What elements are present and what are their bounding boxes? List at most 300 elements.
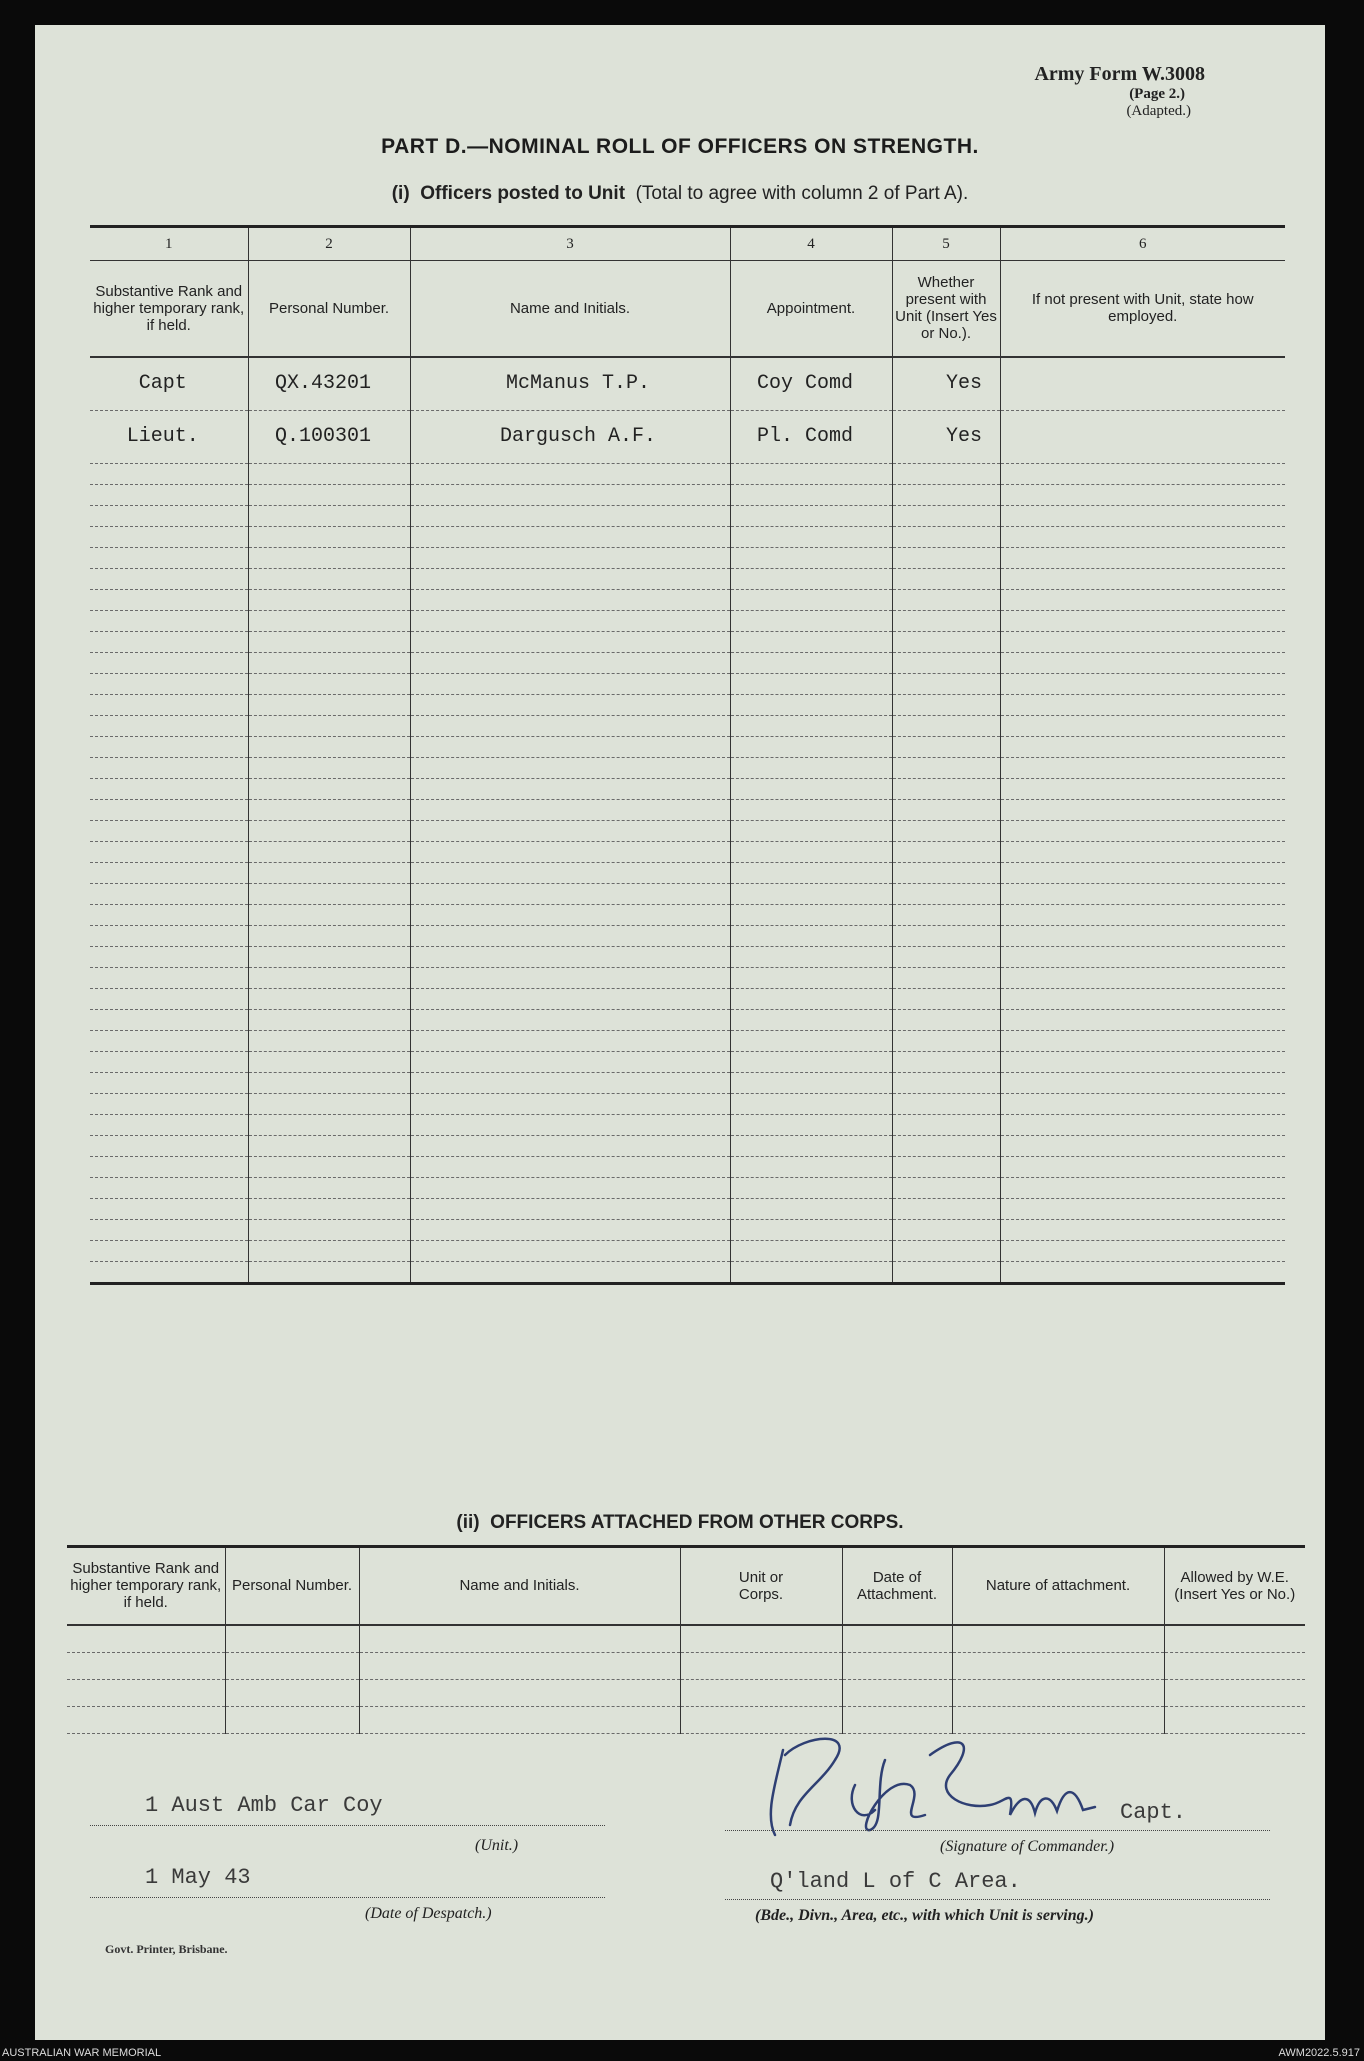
blank-cell (248, 1156, 410, 1177)
blank-cell (892, 799, 1000, 820)
blank-cell (952, 1625, 1164, 1653)
blank-cell (359, 1625, 680, 1653)
blank-row (90, 463, 1285, 484)
blank-cell (892, 841, 1000, 862)
section2-title: OFFICERS ATTACHED FROM OTHER CORPS. (490, 1512, 904, 1533)
rank-cell: Capt (90, 357, 248, 411)
blank-cell (248, 1030, 410, 1051)
blank-cell (248, 484, 410, 505)
blank-row (90, 925, 1285, 946)
form-adapted-note: (Adapted.) (1126, 103, 1191, 119)
blank-row (90, 1198, 1285, 1219)
blank-cell (67, 1652, 225, 1679)
section1-prefix: (i) (391, 183, 410, 204)
blank-cell (892, 1219, 1000, 1240)
blank-cell (248, 1219, 410, 1240)
blank-cell (248, 883, 410, 904)
blank-cell (410, 589, 730, 610)
blank-cell (410, 736, 730, 757)
blank-cell (90, 988, 248, 1009)
blank-cell (892, 610, 1000, 631)
blank-cell (730, 694, 892, 715)
column-number: 3 (410, 227, 730, 261)
blank-row (67, 1652, 1305, 1679)
blank-cell (892, 505, 1000, 526)
blank-cell (410, 631, 730, 652)
blank-cell (1000, 694, 1285, 715)
blank-cell (359, 1679, 680, 1706)
blank-cell (952, 1652, 1164, 1679)
blank-cell (892, 988, 1000, 1009)
personal-number-cell: QX.43201 (248, 357, 410, 411)
blank-cell (730, 757, 892, 778)
blank-cell (730, 988, 892, 1009)
appointment-cell: Pl. Comd (730, 410, 892, 463)
blank-row (90, 505, 1285, 526)
form-page-number: (Page 2.) (1129, 86, 1185, 102)
personal-number-cell: Q.100301 (248, 410, 410, 463)
blank-cell (730, 862, 892, 883)
blank-cell (90, 1156, 248, 1177)
column-header: Nature of attachment. (952, 1547, 1164, 1625)
blank-cell (1000, 988, 1285, 1009)
blank-cell (1000, 610, 1285, 631)
blank-cell (730, 841, 892, 862)
blank-cell (730, 736, 892, 757)
officers-posted-table (90, 225, 1285, 1285)
blank-cell (248, 1114, 410, 1135)
blank-cell (1000, 1051, 1285, 1072)
blank-cell (67, 1625, 225, 1653)
blank-cell (410, 694, 730, 715)
blank-row (90, 568, 1285, 589)
blank-cell (730, 820, 892, 841)
blank-row (90, 589, 1285, 610)
blank-cell (90, 715, 248, 736)
blank-cell (730, 1219, 892, 1240)
blank-cell (410, 799, 730, 820)
blank-cell (90, 967, 248, 988)
blank-cell (892, 1114, 1000, 1135)
blank-cell (410, 757, 730, 778)
blank-cell (730, 1261, 892, 1283)
blank-cell (90, 1051, 248, 1072)
blank-cell (90, 1009, 248, 1030)
blank-cell (90, 841, 248, 862)
column-header: Allowed by W.E. (Insert Yes or No.) (1164, 1547, 1305, 1625)
blank-cell (1000, 841, 1285, 862)
form-number: Army Form W.3008 (1034, 63, 1205, 85)
blank-cell (248, 1177, 410, 1198)
name-cell: Dargusch A.F. (410, 410, 730, 463)
blank-cell (90, 862, 248, 883)
despatch-date-value: 1 May 43 (145, 1865, 251, 1890)
blank-cell (1000, 1135, 1285, 1156)
form-identifier (1034, 63, 1205, 120)
officers-attached-table (67, 1545, 1305, 1734)
blank-cell (1164, 1679, 1305, 1706)
blank-cell (1000, 925, 1285, 946)
blank-row (90, 715, 1285, 736)
blank-cell (248, 736, 410, 757)
blank-cell (892, 1240, 1000, 1261)
blank-cell (730, 589, 892, 610)
blank-cell (730, 925, 892, 946)
blank-cell (90, 1219, 248, 1240)
blank-cell (1000, 820, 1285, 841)
blank-cell (842, 1625, 952, 1653)
blank-cell (892, 925, 1000, 946)
blank-cell (248, 904, 410, 925)
blank-cell (730, 946, 892, 967)
blank-cell (410, 1156, 730, 1177)
blank-cell (892, 673, 1000, 694)
blank-cell (1000, 862, 1285, 883)
blank-cell (410, 1198, 730, 1219)
blank-cell (248, 778, 410, 799)
blank-cell (680, 1679, 842, 1706)
blank-cell (892, 820, 1000, 841)
blank-cell (1000, 1030, 1285, 1051)
blank-cell (730, 547, 892, 568)
blank-cell (730, 526, 892, 547)
blank-cell (730, 1072, 892, 1093)
blank-cell (1000, 526, 1285, 547)
blank-cell (1000, 484, 1285, 505)
blank-cell (225, 1625, 359, 1653)
blank-cell (410, 1093, 730, 1114)
present-cell: Yes (892, 410, 1000, 463)
blank-cell (1000, 673, 1285, 694)
blank-row (90, 736, 1285, 757)
blank-cell (248, 505, 410, 526)
blank-cell (730, 1177, 892, 1198)
despatch-date-label: (Date of Despatch.) (365, 1905, 492, 1922)
blank-cell (730, 484, 892, 505)
blank-row (90, 883, 1285, 904)
blank-cell (90, 778, 248, 799)
blank-cell (1000, 778, 1285, 799)
blank-cell (842, 1679, 952, 1706)
blank-cell (248, 988, 410, 1009)
blank-cell (730, 1135, 892, 1156)
blank-cell (90, 1261, 248, 1283)
blank-cell (248, 1072, 410, 1093)
blank-cell (410, 547, 730, 568)
blank-cell (410, 883, 730, 904)
blank-cell (248, 1093, 410, 1114)
commander-label: (Signature of Commander.) (940, 1838, 1115, 1855)
blank-cell (90, 757, 248, 778)
blank-row (90, 988, 1285, 1009)
blank-cell (248, 820, 410, 841)
blank-cell (90, 673, 248, 694)
name-cell: McManus T.P. (410, 357, 730, 411)
blank-cell (892, 904, 1000, 925)
blank-cell (892, 883, 1000, 904)
blank-cell (892, 1156, 1000, 1177)
column-header: Personal Number. (225, 1547, 359, 1625)
blank-cell (248, 1051, 410, 1072)
column-header: If not present with Unit, state how employed. (1000, 261, 1285, 357)
blank-cell (892, 778, 1000, 799)
blank-cell (410, 652, 730, 673)
blank-cell (90, 589, 248, 610)
blank-cell (730, 1093, 892, 1114)
blank-row (67, 1625, 1305, 1653)
blank-cell (90, 610, 248, 631)
despatch-date-line (90, 1897, 605, 1898)
blank-cell (680, 1625, 842, 1653)
blank-cell (248, 589, 410, 610)
present-cell: Yes (892, 357, 1000, 411)
blank-cell (248, 463, 410, 484)
blank-cell (1000, 1114, 1285, 1135)
blank-cell (1000, 589, 1285, 610)
blank-cell (730, 1114, 892, 1135)
blank-row (90, 1261, 1285, 1283)
blank-cell (1000, 1177, 1285, 1198)
blank-cell (892, 1135, 1000, 1156)
blank-cell (730, 904, 892, 925)
blank-cell (410, 1009, 730, 1030)
blank-cell (410, 862, 730, 883)
blank-cell (359, 1706, 680, 1733)
blank-cell (1000, 1009, 1285, 1030)
blank-row (90, 1072, 1285, 1093)
blank-row (90, 1177, 1285, 1198)
blank-cell (248, 526, 410, 547)
blank-row (90, 946, 1285, 967)
blank-cell (892, 589, 1000, 610)
blank-cell (1000, 505, 1285, 526)
blank-row (90, 757, 1285, 778)
blank-cell (410, 1030, 730, 1051)
blank-cell (892, 1261, 1000, 1283)
blank-cell (248, 631, 410, 652)
rank-cell: Lieut. (90, 410, 248, 463)
column-header-row (90, 261, 1285, 357)
commander-rank: Capt. (1120, 1800, 1187, 1825)
blank-cell (730, 568, 892, 589)
blank-row (90, 673, 1285, 694)
blank-cell (1000, 463, 1285, 484)
blank-cell (892, 463, 1000, 484)
blank-cell (410, 1261, 730, 1283)
blank-cell (410, 841, 730, 862)
blank-cell (892, 862, 1000, 883)
blank-cell (730, 799, 892, 820)
blank-cell (1000, 883, 1285, 904)
column-number: 4 (730, 227, 892, 261)
appointment-cell: Coy Comd (730, 357, 892, 411)
blank-cell (90, 1177, 248, 1198)
blank-cell (892, 694, 1000, 715)
blank-cell (248, 673, 410, 694)
blank-cell (410, 568, 730, 589)
area-value: Q'land L of C Area. (770, 1869, 1021, 1894)
blank-cell (1000, 1072, 1285, 1093)
blank-row (67, 1679, 1305, 1706)
blank-cell (90, 484, 248, 505)
blank-cell (1000, 967, 1285, 988)
blank-cell (1000, 1261, 1285, 1283)
blank-cell (842, 1652, 952, 1679)
blank-cell (730, 967, 892, 988)
blank-cell (730, 610, 892, 631)
blank-cell (730, 1009, 892, 1030)
blank-row (90, 694, 1285, 715)
blank-cell (730, 463, 892, 484)
blank-cell (90, 526, 248, 547)
blank-cell (410, 1114, 730, 1135)
blank-cell (90, 505, 248, 526)
blank-cell (730, 1198, 892, 1219)
section1-heading (35, 183, 1325, 205)
blank-cell (730, 673, 892, 694)
column-number: 5 (892, 227, 1000, 261)
blank-cell (410, 946, 730, 967)
blank-cell (410, 1051, 730, 1072)
blank-cell (248, 1135, 410, 1156)
table-row (90, 357, 1285, 411)
area-label: (Bde., Divn., Area, etc., with which Unit is serving.) (755, 1907, 1094, 1924)
blank-cell (730, 1051, 892, 1072)
blank-cell (410, 673, 730, 694)
blank-row (90, 547, 1285, 568)
blank-cell (892, 1051, 1000, 1072)
column-number: 6 (1000, 227, 1285, 261)
blank-cell (1000, 799, 1285, 820)
commander-line (725, 1830, 1270, 1831)
column-number: 2 (248, 227, 410, 261)
blank-row (90, 967, 1285, 988)
blank-cell (410, 1072, 730, 1093)
blank-cell (67, 1706, 225, 1733)
blank-cell (248, 799, 410, 820)
archive-reference: AWM2022.5.917 (1278, 2047, 1360, 2059)
blank-row (90, 1219, 1285, 1240)
blank-cell (90, 694, 248, 715)
blank-cell (730, 1240, 892, 1261)
blank-cell (410, 484, 730, 505)
blank-cell (248, 1240, 410, 1261)
employed-cell (1000, 410, 1285, 463)
blank-row (90, 1240, 1285, 1261)
blank-cell (892, 631, 1000, 652)
blank-cell (90, 568, 248, 589)
blank-cell (892, 1072, 1000, 1093)
blank-cell (248, 694, 410, 715)
blank-cell (1000, 736, 1285, 757)
blank-row (90, 820, 1285, 841)
blank-cell (892, 967, 1000, 988)
column-number: 1 (165, 235, 173, 252)
blank-cell (90, 652, 248, 673)
blank-row (90, 841, 1285, 862)
unit-value: 1 Aust Amb Car Coy (145, 1793, 383, 1818)
blank-cell (730, 631, 892, 652)
blank-cell (892, 568, 1000, 589)
blank-cell (225, 1652, 359, 1679)
blank-cell (410, 505, 730, 526)
blank-cell (248, 610, 410, 631)
blank-cell (90, 463, 248, 484)
blank-cell (1000, 1240, 1285, 1261)
blank-row (90, 904, 1285, 925)
blank-cell (952, 1679, 1164, 1706)
blank-row (90, 1051, 1285, 1072)
blank-cell (410, 1219, 730, 1240)
column-header: Appointment. (730, 261, 892, 357)
blank-cell (730, 883, 892, 904)
blank-row (90, 778, 1285, 799)
blank-cell (90, 925, 248, 946)
blank-row (90, 862, 1285, 883)
blank-cell (892, 547, 1000, 568)
section1-note: (Total to agree with column 2 of Part A). (635, 183, 969, 204)
column-header: Date of Attachment. (842, 1547, 952, 1625)
blank-row (90, 484, 1285, 505)
blank-cell (90, 1240, 248, 1261)
blank-cell (892, 1198, 1000, 1219)
printer-credit: Govt. Printer, Brisbane. (105, 1942, 228, 1956)
column-header: Personal Number. (248, 261, 410, 357)
blank-cell (248, 1261, 410, 1283)
blank-rows (90, 463, 1285, 1283)
blank-cell (225, 1679, 359, 1706)
blank-cell (892, 757, 1000, 778)
blank-cell (892, 526, 1000, 547)
blank-cell (410, 1240, 730, 1261)
blank-cell (90, 820, 248, 841)
blank-cell (730, 778, 892, 799)
part-title: PART D.—NOMINAL ROLL OF OFFICERS ON STRENGTH. (381, 135, 979, 158)
blank-cell (410, 1135, 730, 1156)
blank-cell (1000, 1198, 1285, 1219)
form-page (35, 25, 1325, 2040)
blank-cell (90, 1135, 248, 1156)
blank-cell (248, 1009, 410, 1030)
blank-cell (730, 1156, 892, 1177)
section1-title: Officers posted to Unit (420, 183, 626, 204)
table-row (90, 410, 1285, 463)
area-line (725, 1899, 1270, 1900)
blank-cell (730, 715, 892, 736)
unit-line (90, 1825, 605, 1826)
blank-cell (410, 610, 730, 631)
blank-cell (1000, 946, 1285, 967)
blank-cell (892, 1093, 1000, 1114)
blank-row (90, 631, 1285, 652)
blank-cell (1000, 1093, 1285, 1114)
blank-cell (410, 778, 730, 799)
blank-cell (248, 925, 410, 946)
blank-cell (892, 1030, 1000, 1051)
blank-cell (90, 946, 248, 967)
blank-cell (892, 1009, 1000, 1030)
blank-cell (1000, 757, 1285, 778)
blank-cell (892, 484, 1000, 505)
blank-cell (248, 568, 410, 589)
blank-row (90, 1093, 1285, 1114)
blank-cell (410, 715, 730, 736)
blank-cell (248, 967, 410, 988)
blank-cell (248, 757, 410, 778)
blank-row (90, 610, 1285, 631)
blank-cell (892, 946, 1000, 967)
blank-cell (248, 1198, 410, 1219)
